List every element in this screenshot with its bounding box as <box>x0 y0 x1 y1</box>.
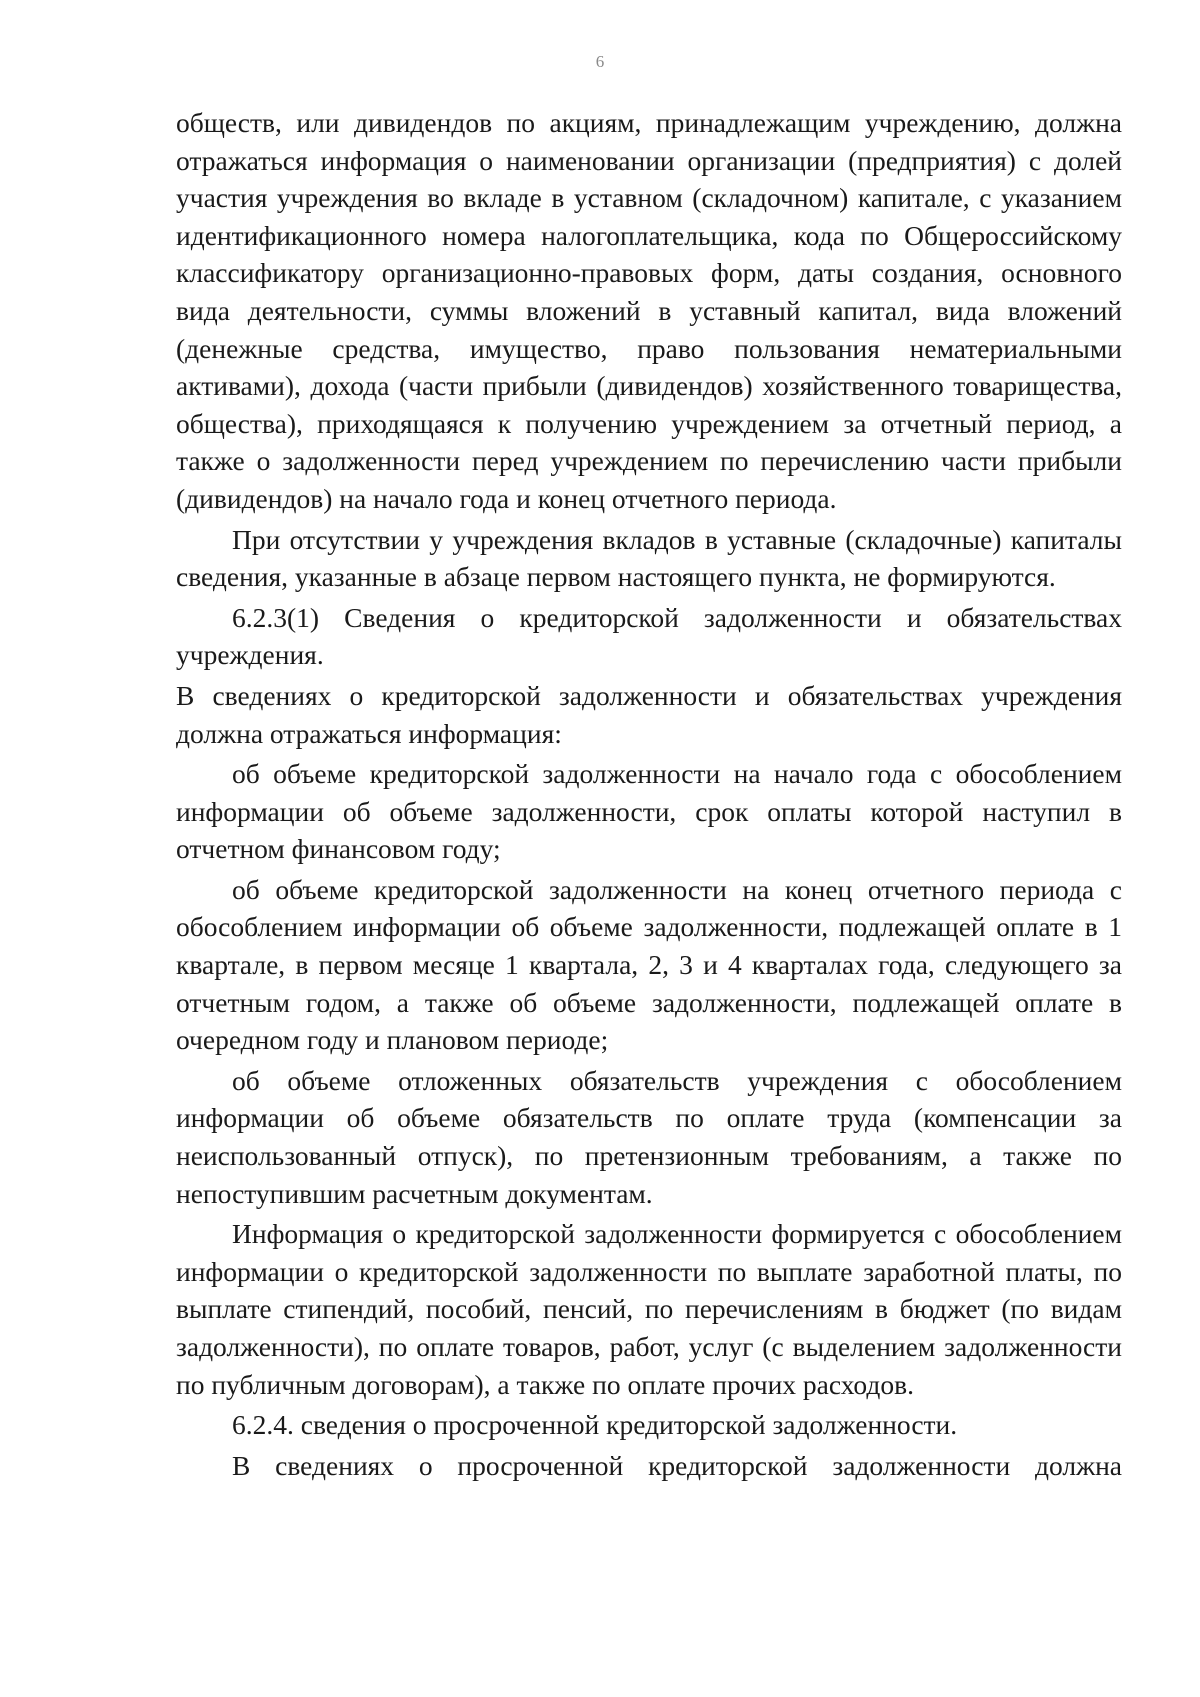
section-heading-6-2-4: 6.2.4. сведения о просроченной кредиторской задолженности. <box>232 1409 958 1441</box>
list-item-end-of-period-debt: об объеме кредиторской задолженности на конец отчетного периода с обособлением информации об объеме задолженности, подлежащей оплате в 1 квартале, в первом месяце 1 квартала, 2, 3 и 4 кварталах года, следующего за отчетным годом, а также об объеме задолженности, подлежащей оплате в очередном году и плановом периоде; <box>176 873 1122 1056</box>
document-body <box>176 104 1122 1487</box>
list-item-start-of-year-debt: об объеме кредиторской задолженности на начало года с обособлением информации об объеме задолженности, срок оплаты которой наступил в отчетном финансовом году; <box>176 758 1122 865</box>
paragraph-creditor-info-intro: В сведениях о кредиторской задолженности и обязательствах учреждения должна отражаться информация: <box>176 679 1122 749</box>
list-item-deferred-obligations: об объеме отложенных обязательств учреждения с обособлением информации об объеме обязательств по оплате труда (компенсации за неиспользованный отпуск), по претензионным требованиям, а также по непоступившим расчетным документам. <box>176 1064 1122 1209</box>
paragraph-creditor-info-breakdown: Информация о кредиторской задолженности формируется с обособлением информации о кредиторской задолженности по выплате заработной платы, по выплате стипендий, пособий, пенсий, по перечислениям в бюджет (по видам задолженности), по оплате товаров, работ, услуг (с выделением задолженности по публичным договорам), а также по оплате прочих расходов. <box>176 1218 1122 1400</box>
paragraph-dividends-info: обществ, или дивидендов по акциям, принадлежащим учреждению, должна отражаться информация о наименовании организации (предприятия) с долей участия учреждения во вкладе в уставном (складочном) капитале, с указанием идентификационного номера налогоплательщика, кода по Общероссийскому классификатору организационно-правовых форм, даты создания, основного вида деятельности, суммы вложений в уставный капитал, вида вложений (денежные средства, имущество, право пользования нематериальными активами), дохода (части прибыли (дивидендов) хозяйственного товарищества, общества), приходящаяся к получению учреждением за отчетный период, а также о задолженности перед учреждением по перечислению части прибыли (дивидендов) на начало года и конец отчетного периода. <box>176 107 1122 514</box>
section-heading-6-2-3-1: 6.2.3(1) Сведения о кредиторской задолженности и обязательствах учреждения. <box>176 601 1122 671</box>
paragraph-overdue-debt-start: В сведениях о просроченной кредиторской задолженности должна <box>232 1449 1122 1481</box>
page-number: 6 <box>595 52 605 71</box>
paragraph-no-contributions: При отсутствии у учреждения вкладов в уставные (складочные) капиталы сведения, указанные в абзаце первом настоящего пункта, не формируются. <box>176 523 1122 593</box>
